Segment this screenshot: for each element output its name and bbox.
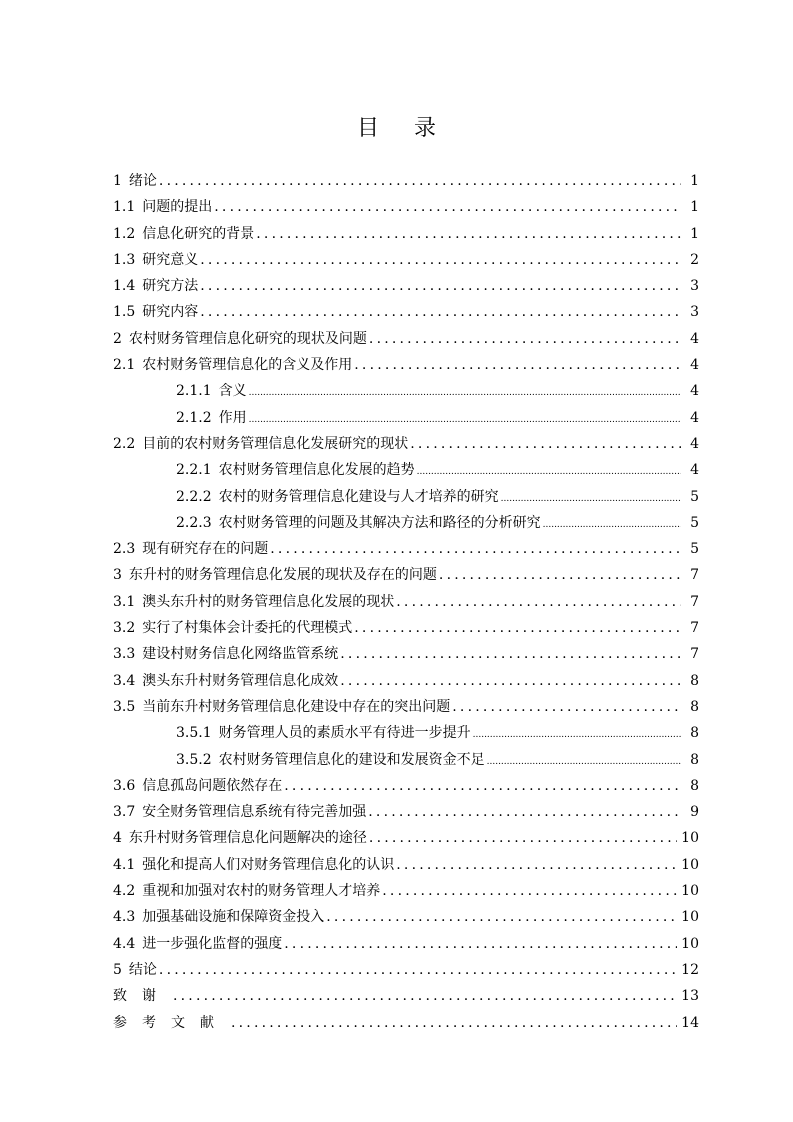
- toc-entry-number: 3.4: [113, 672, 136, 689]
- toc-entry-label: 加强基础设施和保障资金投入: [142, 909, 325, 926]
- toc-page-number: 4: [690, 435, 699, 452]
- toc-entry-number: 1.3: [113, 251, 136, 268]
- toc-entry[interactable]: [113, 299, 699, 325]
- toc-entry-number: 2.1.2: [176, 409, 212, 426]
- toc-entry-number: 1.4: [113, 278, 136, 295]
- toc-subentry[interactable]: [113, 457, 699, 483]
- toc-entry[interactable]: [113, 957, 699, 983]
- toc-page-number: 8: [690, 725, 699, 742]
- toc-page-number: 4: [690, 462, 699, 479]
- toc-dot-leader: [410, 431, 681, 457]
- toc-page-number: 7: [690, 646, 699, 663]
- toc-page-number: 10: [681, 883, 699, 900]
- toc-entry-label: 实行了村集体会计委托的代理模式: [142, 620, 353, 637]
- toc-dot-leader: [396, 589, 681, 615]
- toc-dot-leader: [249, 380, 681, 406]
- toc-entry[interactable]: [113, 615, 699, 641]
- toc-entry-number: 2.2.3: [176, 514, 212, 531]
- toc-page-number: 7: [690, 593, 699, 610]
- toc-entry-label: 结论: [128, 961, 157, 978]
- toc-page-number: 14: [681, 1014, 699, 1031]
- toc-entry-label: 农村财务管理信息化的建设和发展资金不足: [218, 751, 485, 768]
- toc-subentry[interactable]: [113, 720, 699, 746]
- toc-entry[interactable]: [113, 589, 699, 615]
- toc-entry[interactable]: [113, 1010, 699, 1036]
- toc-subentry[interactable]: [113, 484, 699, 510]
- toc-entry[interactable]: [113, 536, 699, 562]
- toc-dot-leader: [487, 749, 681, 775]
- toc-dot-leader: [368, 799, 681, 825]
- toc-page-number: 5: [690, 541, 699, 558]
- toc-page-number: 3: [690, 278, 699, 295]
- toc-entry-label: 农村财务管理信息化的含义及作用: [142, 357, 353, 374]
- toc-page-number: 4: [690, 383, 699, 400]
- toc-entry-label: 当前东升村财务管理信息化建设中存在的突出问题: [142, 698, 451, 715]
- toc-entry-label: 研究内容: [142, 304, 199, 321]
- toc-entry[interactable]: [113, 825, 699, 851]
- toc-entry-number: 3: [113, 567, 122, 584]
- toc-page-number: 8: [690, 751, 699, 768]
- toc-page-number: 13: [681, 988, 699, 1005]
- toc-entry-number: 4.3: [113, 909, 136, 926]
- toc-entry-label: 含义: [218, 383, 247, 400]
- toc-dot-leader: [270, 536, 681, 562]
- toc-page-number: 10: [681, 856, 699, 873]
- toc-entry[interactable]: [113, 983, 699, 1009]
- toc-page-number: 3: [690, 304, 699, 321]
- toc-entry-label: 农村的财务管理信息化建设与人才培养的研究: [218, 488, 499, 505]
- toc-entry-label: 财务管理人员的素质水平有待进一步提升: [218, 725, 471, 742]
- toc-entry[interactable]: [113, 431, 699, 457]
- toc-page-number: 2: [690, 251, 699, 268]
- table-of-contents: [113, 168, 699, 1036]
- toc-dot-leader: [214, 194, 681, 220]
- toc-entry-number: 1: [113, 173, 122, 189]
- toc-dot-leader: [340, 641, 681, 667]
- toc-dot-leader: [256, 221, 681, 247]
- toc-page-number: 10: [681, 935, 699, 952]
- toc-entry-label: 澳头东升村的财务管理信息化发展的现状: [142, 593, 395, 610]
- toc-entry-label: 参考文献: [113, 1014, 229, 1031]
- toc-entry-label: 研究方法: [142, 278, 199, 295]
- toc-entry-number: 3.5.1: [176, 725, 212, 742]
- toc-entry-label: 研究意义: [142, 251, 199, 268]
- toc-dot-leader: [543, 512, 681, 538]
- toc-entry[interactable]: [113, 799, 699, 825]
- toc-page-number: 8: [690, 698, 699, 715]
- toc-entry-number: 1.2: [113, 225, 136, 242]
- toc-entry-number: 4.4: [113, 935, 136, 952]
- toc-dot-leader: [473, 722, 681, 748]
- toc-entry-number: 3.2: [113, 620, 136, 637]
- toc-entry-number: 3.5: [113, 698, 136, 715]
- toc-dot-leader: [284, 773, 681, 799]
- toc-entry-label: 信息化研究的背景: [142, 225, 255, 242]
- toc-entry-number: 2.2.2: [176, 488, 212, 505]
- toc-entry[interactable]: [113, 904, 699, 930]
- toc-entry-number: 4.2: [113, 883, 136, 900]
- toc-dot-leader: [231, 1010, 677, 1036]
- toc-page-number: 1: [690, 225, 699, 242]
- toc-dot-leader: [354, 352, 681, 378]
- toc-entry-number: 3.3: [113, 646, 136, 663]
- toc-entry[interactable]: [113, 852, 699, 878]
- toc-entry-label: 建设村财务信息化网络监管系统: [142, 646, 339, 663]
- toc-entry-number: 3.6: [113, 777, 136, 794]
- toc-dot-leader: [200, 299, 681, 325]
- toc-page-number: 10: [681, 830, 699, 847]
- toc-entry-label: 东升村财务管理信息化问题解决的途径: [128, 830, 367, 847]
- toc-entry-number: 3.7: [113, 804, 136, 821]
- toc-entry[interactable]: [113, 273, 699, 299]
- toc-page-number: 5: [690, 514, 699, 531]
- toc-entry[interactable]: [113, 773, 699, 799]
- toc-entry-label: 致谢: [113, 988, 171, 1005]
- toc-entry[interactable]: [113, 931, 699, 957]
- toc-dot-leader: [159, 957, 677, 983]
- toc-entry[interactable]: [113, 562, 699, 588]
- toc-entry-label: 进一步强化监督的强度: [142, 935, 283, 952]
- toc-entry-label: 现有研究存在的问题: [142, 541, 269, 558]
- toc-page-number: 7: [690, 567, 699, 584]
- toc-entry-label: 绪论: [128, 173, 157, 189]
- toc-dot-leader: [354, 615, 681, 641]
- toc-entry-number: 3.1: [113, 593, 136, 610]
- toc-page-number: 7: [690, 620, 699, 637]
- toc-dot-leader: [501, 486, 681, 512]
- toc-entry-label: 农村财务管理的问题及其解决方法和路径的分析研究: [218, 514, 541, 531]
- toc-entry[interactable]: [113, 878, 699, 904]
- toc-entry[interactable]: [113, 221, 699, 247]
- toc-subentry[interactable]: [113, 747, 699, 773]
- toc-dot-leader: [284, 931, 677, 957]
- toc-entry[interactable]: [113, 352, 699, 378]
- toc-entry-label: 澳头东升村财务管理信息化成效: [142, 672, 339, 689]
- toc-entry[interactable]: [113, 194, 699, 220]
- toc-page-number: 1: [690, 173, 699, 189]
- toc-entry-label: 重视和加强对农村的财务管理人才培养: [142, 883, 381, 900]
- toc-entry-number: 2.3: [113, 541, 136, 558]
- toc-dot-leader: [159, 168, 681, 194]
- toc-page-number: 5: [690, 488, 699, 505]
- toc-page-number: 8: [690, 777, 699, 794]
- toc-entry-label: 强化和提高人们对财务管理信息化的认识: [142, 856, 395, 873]
- toc-entry-number: 5: [113, 961, 122, 978]
- toc-entry-label: 农村财务管理信息化发展的趋势: [218, 462, 415, 479]
- page-title: 目 录: [357, 116, 450, 141]
- toc-page-number: 1: [690, 199, 699, 216]
- toc-entry[interactable]: [113, 694, 699, 720]
- toc-entry-number: 1.5: [113, 304, 136, 321]
- toc-subentry[interactable]: [113, 510, 699, 536]
- toc-dot-leader: [417, 459, 681, 485]
- toc-entry-number: 3.5.2: [176, 751, 212, 768]
- toc-dot-leader: [340, 668, 681, 694]
- toc-entry-number: 4.1: [113, 856, 136, 873]
- toc-entry-label: 信息孤岛问题依然存在: [142, 777, 283, 794]
- toc-page-number: 10: [681, 909, 699, 926]
- toc-dot-leader: [173, 983, 677, 1009]
- toc-subentry[interactable]: [113, 378, 699, 404]
- toc-entry[interactable]: [113, 326, 699, 352]
- toc-dot-leader: [452, 694, 681, 720]
- toc-dot-leader: [200, 247, 681, 273]
- toc-dot-leader: [369, 326, 681, 352]
- toc-page-number: 4: [690, 357, 699, 374]
- toc-entry-label: 东升村的财务管理信息化发展的现状及存在的问题: [128, 567, 437, 584]
- toc-entry-number: 1.1: [113, 199, 136, 216]
- toc-dot-leader: [369, 825, 677, 851]
- toc-dot-leader: [200, 273, 681, 299]
- toc-entry-label: 安全财务管理信息系统有待完善加强: [142, 804, 367, 821]
- toc-entry-label: 目前的农村财务管理信息化发展研究的现状: [142, 435, 409, 452]
- toc-entry-number: 2.2: [113, 435, 136, 452]
- toc-dot-leader: [326, 904, 677, 930]
- toc-dot-leader: [382, 878, 677, 904]
- toc-entry[interactable]: [113, 168, 699, 194]
- toc-page-number: 4: [690, 330, 699, 347]
- toc-dot-leader: [249, 407, 681, 433]
- toc-dot-leader: [396, 852, 677, 878]
- toc-entry-number: 4: [113, 830, 122, 847]
- toc-entry-number: 2.2.1: [176, 462, 212, 479]
- toc-entry[interactable]: [113, 668, 699, 694]
- toc-entry-label: 问题的提出: [142, 199, 213, 216]
- toc-subentry[interactable]: [113, 405, 699, 431]
- toc-dot-leader: [439, 562, 681, 588]
- toc-entry[interactable]: [113, 247, 699, 273]
- toc-page-number: 4: [690, 409, 699, 426]
- toc-entry-number: 2.1: [113, 357, 136, 374]
- toc-entry-number: 2: [113, 330, 122, 347]
- toc-entry-label: 农村财务管理信息化研究的现状及问题: [128, 330, 367, 347]
- toc-page-number: 8: [690, 672, 699, 689]
- toc-page-number: 12: [681, 961, 699, 978]
- toc-entry[interactable]: [113, 641, 699, 667]
- toc-page-number: 9: [690, 804, 699, 821]
- toc-entry-number: 2.1.1: [176, 383, 212, 400]
- toc-entry-label: 作用: [218, 409, 247, 426]
